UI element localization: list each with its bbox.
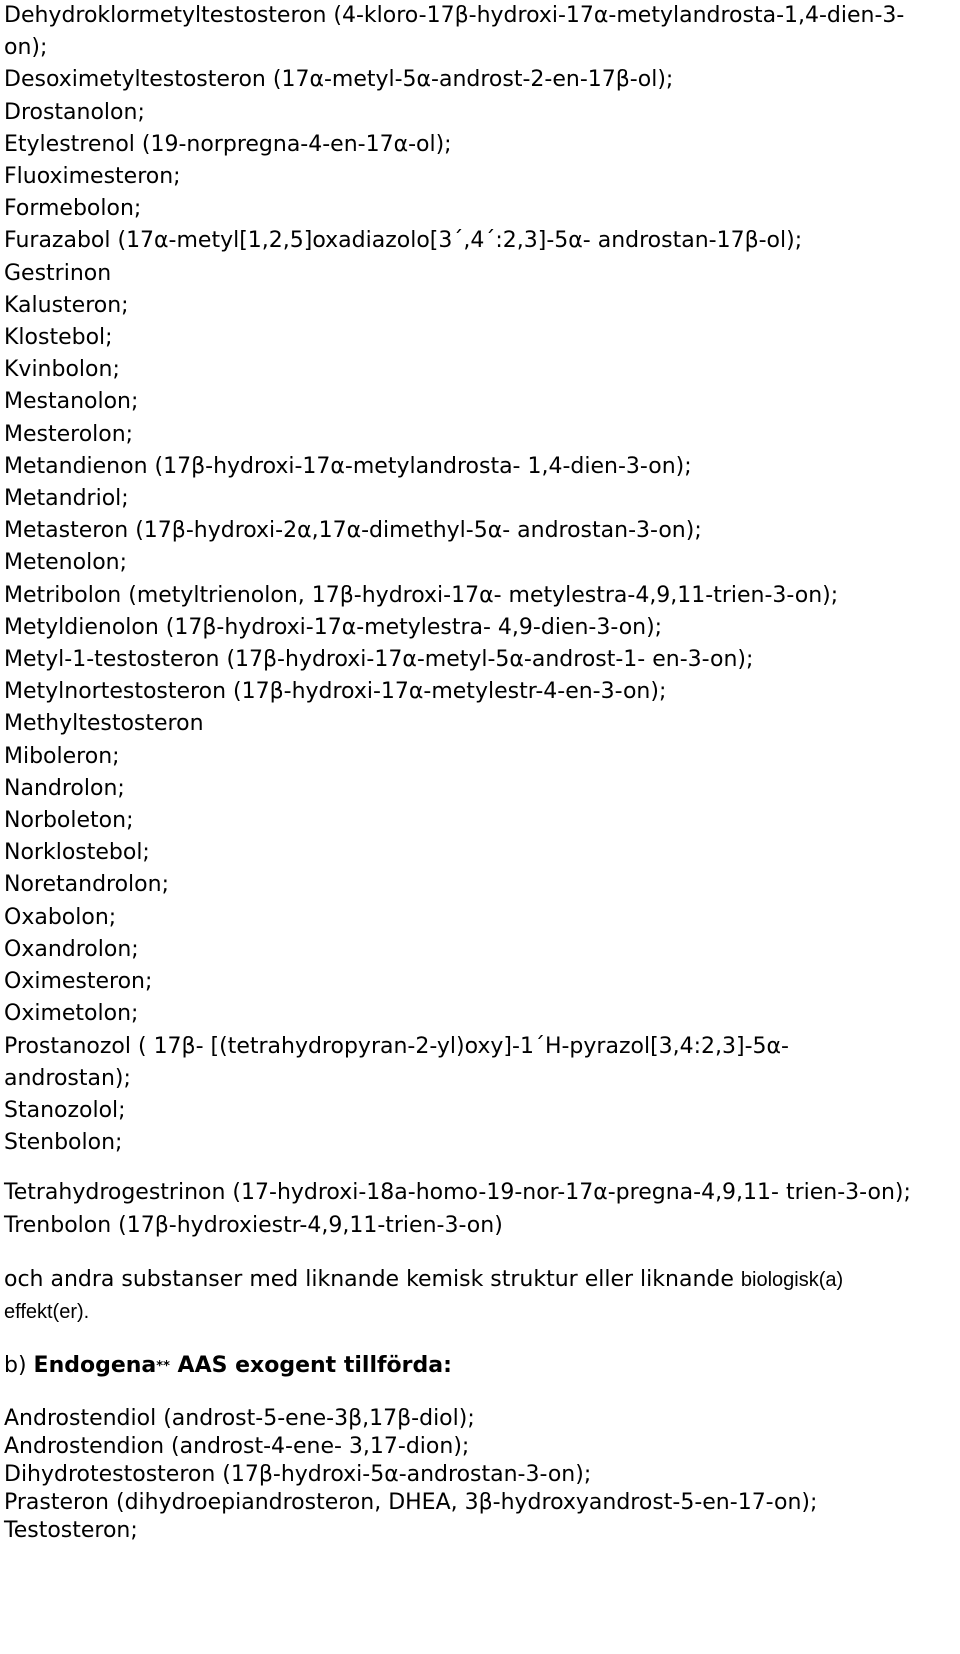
list-item: Formebolon; <box>4 196 142 222</box>
substance-list-a-continued <box>4 1177 954 1241</box>
list-item: Trenbolon (17β-hydroxiestr-4,9,11-trien-3-on) <box>4 1212 503 1238</box>
list-item: Drostanolon; <box>4 99 145 125</box>
list-item: Prostanozol ( 17β- [(tetrahydropyran-2-yl)oxy]-1´H-pyrazol[3,4:2,3]-5α-androstan); <box>4 1033 789 1091</box>
list-item: Androstendion (androst-4-ene- 3,17-dion); <box>4 1434 470 1460</box>
closing-text-part1: och andra substanser med liknande kemisk struktur eller liknande <box>4 1266 741 1292</box>
closing-statement <box>4 1264 924 1328</box>
list-item: Metasteron (17β-hydroxi-2α,17α-dimethyl-5α- androstan-3-on); <box>4 518 702 544</box>
section-b-prefix: b) <box>4 1353 34 1379</box>
list-item: Metylnortestosteron (17β-hydroxi-17α-metylestr-4-en-3-on); <box>4 679 667 705</box>
spacer <box>4 1383 954 1405</box>
substance-list-a <box>4 0 954 1159</box>
list-item: Metandienon (17β-hydroxi-17α-metylandrosta- 1,4-dien-3-on); <box>4 453 692 479</box>
list-item: Fluoximesteron; <box>4 164 181 190</box>
list-item: Metyldienolon (17β-hydroxi-17α-metylestra- 4,9-dien-3-on); <box>4 614 663 640</box>
spacer <box>4 1328 954 1350</box>
list-item: Klostebol; <box>4 325 113 351</box>
footnote-stars: ** <box>156 1359 170 1375</box>
list-item: Norboleton; <box>4 808 134 834</box>
section-b-heading <box>4 1350 954 1383</box>
list-item: Oxandrolon; <box>4 936 139 962</box>
list-item: Mestanolon; <box>4 389 139 415</box>
list-item: Mesterolon; <box>4 421 134 447</box>
list-item: Gestrinon <box>4 260 112 286</box>
list-item: Furazabol (17α-metyl[1,2,5]oxadiazolo[3´,4´:2,3]-5α- androstan-17β-ol); <box>4 228 803 254</box>
list-item: Norklostebol; <box>4 840 150 866</box>
list-item: Kalusteron; <box>4 292 129 318</box>
list-item: Desoximetyltestosteron (17α-metyl-5α-androst-2-en-17β-ol); <box>4 67 674 93</box>
list-item: Stanozolol; <box>4 1097 126 1123</box>
list-item: Oximetolon; <box>4 1001 139 1027</box>
list-item: Stenbolon; <box>4 1130 123 1156</box>
list-item: Tetrahydrogestrinon (17-hydroxi-18a-homo-19-nor-17α-pregna-4,9,11- trien-3-on); <box>4 1180 911 1206</box>
list-item: Methyltestosteron <box>4 711 204 737</box>
list-item: Metenolon; <box>4 550 128 576</box>
list-item: Miboleron; <box>4 743 120 769</box>
list-item: Prasteron (dihydroepiandrosteron, DHEA, 3β-hydroxyandrost-5-en-17-on); <box>4 1490 818 1516</box>
section-b-title-start: Endogena <box>33 1353 157 1379</box>
section-b-title-end: AAS exogent tillförda: <box>169 1353 452 1379</box>
spacer <box>4 1242 954 1264</box>
list-item: Metyl-1-testosteron (17β-hydroxi-17α-metyl-5α-androst-1- en-3-on); <box>4 647 754 673</box>
list-item: Oxabolon; <box>4 904 117 930</box>
substance-list-b <box>4 1405 954 1545</box>
list-item: Noretandrolon; <box>4 872 169 898</box>
list-item: Oximesteron; <box>4 969 153 995</box>
list-item: Kvinbolon; <box>4 357 120 383</box>
spacer <box>4 1159 954 1177</box>
list-item: Androstendiol (androst-5-ene-3β,17β-diol); <box>4 1406 475 1432</box>
list-item: Dehydroklormetyltestosteron (4-kloro-17β-hydroxi-17α-metylandrosta-1,4-dien-3-on); <box>4 3 905 61</box>
list-item: Metandriol; <box>4 486 129 512</box>
list-item: Dihydrotestosteron (17β-hydroxi-5α-androstan-3-on); <box>4 1462 592 1488</box>
list-item: Etylestrenol (19-norpregna-4-en-17α-ol); <box>4 131 452 157</box>
closing-text-part2: biologisk(a) effekt(er). <box>4 1268 844 1323</box>
list-item: Metribolon (metyltrienolon, 17β-hydroxi-17α- metylestra-4,9,11-trien-3-on); <box>4 582 839 608</box>
list-item: Testosteron; <box>4 1518 138 1544</box>
list-item: Nandrolon; <box>4 775 125 801</box>
document-page <box>4 0 954 1545</box>
